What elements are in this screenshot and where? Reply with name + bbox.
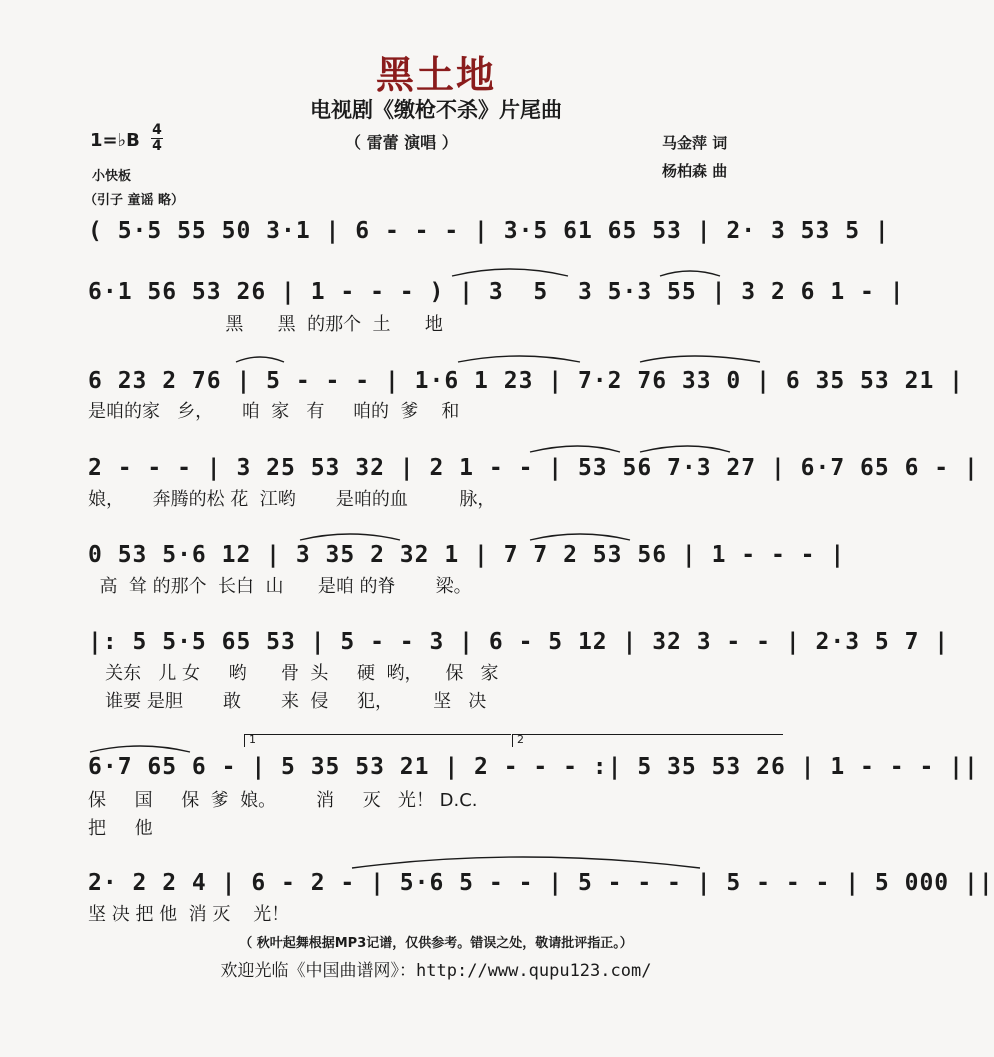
song-title: 黑土地: [375, 53, 496, 97]
key-signature: 1=♭B: [90, 130, 140, 151]
intro-note: （引子 童谣 略）: [84, 193, 185, 208]
website-welcome: 欢迎光临《中国曲谱网》：http://www.qupu123.com/: [220, 961, 652, 981]
notation-row: 2· 2 2 4 | 6 - 2 - | 5·6 5 - - | 5 - - - | 5 - - - | 5 000 ||: [88, 870, 994, 896]
second-ending-bracket: [512, 734, 783, 747]
time-signature-top: 4: [152, 122, 162, 138]
singer-credit: （ 雷蕾 演唱 ）: [345, 133, 458, 152]
composer-credit: 杨柏森 曲: [662, 162, 728, 180]
time-signature: [151, 123, 163, 154]
second-ending-number: 2: [517, 733, 524, 746]
notation-row: ( 5·5 55 50 3·1 | 6 - - - | 3·5 61 65 53 | 2· 3 53 5 |: [88, 218, 890, 244]
notation-row: 6·7 65 6 - | 5 35 53 21 | 2 - - - :| 5 35 53 26 | 1 - - - ||: [88, 754, 979, 780]
first-ending-bracket: [244, 734, 511, 747]
lyric-line: 保 国 保 爹 娘。 消 灭 光！ D.C.: [88, 790, 478, 811]
lyric-line: 黑 黑 的那个 土 地: [88, 314, 443, 335]
lyric-line: 高 耸 的那个 长白 山 是咱 的脊 梁。: [88, 576, 472, 597]
lyric-line: 坚 决 把 他 消 灭 光！: [88, 904, 290, 925]
song-subtitle: 电视剧《缴枪不杀》片尾曲: [310, 98, 562, 122]
notation-row: 6·1 56 53 26 | 1 - - - ) | 3 5 3 5·3 55 | 3 2 6 1 - |: [88, 279, 905, 305]
notation-row: 6 23 2 76 | 5 - - - | 1·6 1 23 | 7·2 76 33 0 | 6 35 53 21 |: [88, 368, 964, 394]
lyric-line: 是咱的家 乡， 咱 家 有 咱的 爹 和: [88, 401, 460, 422]
lyric-line: 谁要 是胆 敢 来 侵 犯， 坚 决: [88, 691, 487, 712]
transcription-footnote: （ 秋叶起舞根据MP3记谱，仅供参考。错误之处，敬请批评指正。）: [239, 936, 633, 951]
notation-row: 0 53 5·6 12 | 3 35 2 32 1 | 7 7 2 53 56 | 1 - - - |: [88, 542, 846, 568]
notation-row: 2 - - - | 3 25 53 32 | 2 1 - - | 53 56 7·3 27 | 6·7 65 6 - |: [88, 455, 979, 481]
lyric-line: 娘， 奔腾的松 花 江哟 是咱的血 脉，: [88, 489, 496, 510]
lyricist-credit: 马金萍 词: [662, 134, 728, 152]
lyric-line: 把 他: [88, 818, 153, 839]
first-ending-number: 1: [249, 733, 256, 746]
notation-row: |: 5 5·5 65 53 | 5 - - 3 | 6 - 5 12 | 32 3 - - | 2·3 5 7 |: [88, 629, 950, 655]
lyric-line: 关东 儿 女 哟 骨 头 硬 哟， 保 家: [88, 663, 499, 684]
tempo-marking: 小快板: [92, 169, 132, 184]
time-signature-bottom: 4: [152, 138, 162, 154]
